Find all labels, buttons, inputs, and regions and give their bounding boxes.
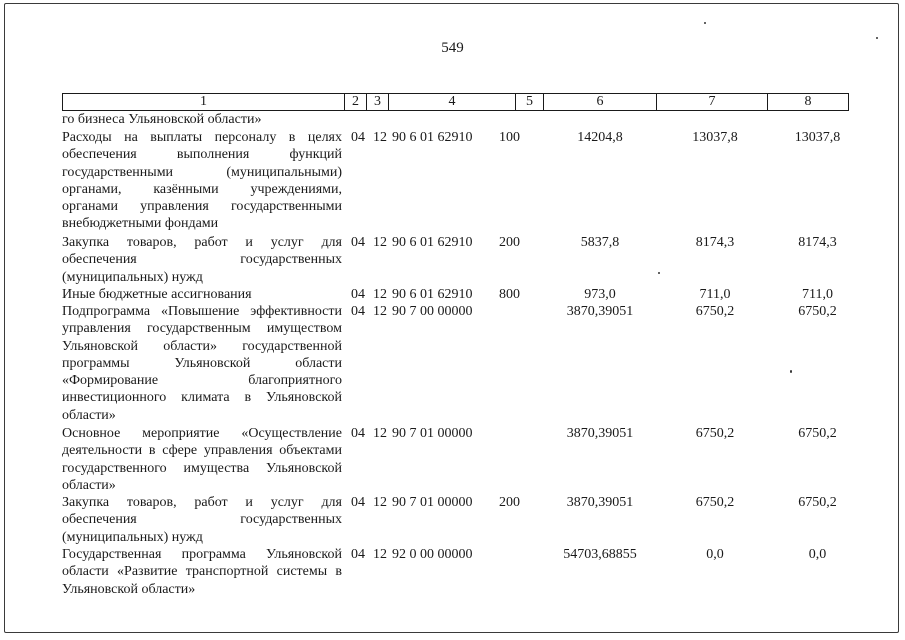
cell-target-code: 90 7 01 00000	[392, 426, 473, 441]
cell-amount-7: 6750,2	[695, 426, 735, 441]
cell-amount-8: 8174,3	[798, 235, 837, 250]
cell-target-code: 90 6 01 62910	[392, 130, 473, 145]
row-description: Основное мероприятие «Осуществление деятельности в сфере управления объектами государственного имущества Ульяновской области»	[62, 426, 342, 493]
header-cell-7: 7	[657, 94, 768, 110]
cell-amount-8: 6750,2	[798, 426, 837, 441]
cell-amount-6: 3870,39051	[566, 426, 634, 441]
cell-target-code: 92 0 00 00000	[392, 547, 473, 562]
cell-expense-type: 200	[499, 235, 520, 250]
cell-amount-8: 0,0	[808, 547, 827, 562]
cell-amount-6: 3870,39051	[566, 304, 634, 319]
scan-speck	[658, 272, 660, 274]
row-description: Закупка товаров, работ и услуг для обеспечения государственных (муниципальных) нужд	[62, 495, 342, 545]
row-description: Закупка товаров, работ и услуг для обеспечения государственных (муниципальных) нужд	[62, 235, 342, 285]
cell-section: 04	[351, 547, 365, 562]
cell-expense-type: 200	[499, 495, 520, 510]
cell-section: 04	[351, 495, 365, 510]
scan-speck	[704, 22, 706, 24]
cell-subsection: 12	[373, 495, 387, 510]
cell-target-code: 90 7 01 00000	[392, 495, 473, 510]
cell-amount-7: 0,0	[706, 547, 724, 562]
cell-section: 04	[351, 287, 365, 302]
scan-speck	[876, 37, 878, 39]
cell-target-code: 90 6 01 62910	[392, 235, 473, 250]
cell-amount-6: 3870,39051	[566, 495, 634, 510]
header-cell-2: 2	[345, 94, 367, 110]
cell-amount-7: 6750,2	[695, 495, 735, 510]
row-description: Государственная программа Ульяновской области «Развитие транспортной системы в Ульяновской области»	[62, 547, 342, 597]
continuation-text: го бизнеса Ульяновской области»	[62, 112, 262, 127]
cell-subsection: 12	[373, 130, 387, 145]
row-description: Подпрограмма «Повышение эффективности управления государственным имуществом Ульяновской области» государственной программы Ульяновской области «Формирование благоприятного инвестиционного климата в Ульяновской области»	[62, 304, 342, 423]
cell-target-code: 90 7 00 00000	[392, 304, 473, 319]
row-description: Иные бюджетные ассигнования	[62, 287, 252, 302]
cell-section: 04	[351, 130, 365, 145]
cell-section: 04	[351, 304, 365, 319]
cell-expense-type: 800	[499, 287, 520, 302]
cell-amount-7: 13037,8	[692, 130, 738, 145]
cell-expense-type: 100	[499, 130, 520, 145]
cell-amount-7: 711,0	[699, 287, 731, 302]
cell-amount-8: 13037,8	[794, 130, 841, 145]
cell-target-code: 90 6 01 62910	[392, 287, 473, 302]
cell-amount-6: 54703,68855	[563, 547, 637, 562]
header-cell-8: 8	[804, 94, 812, 109]
header-cell-3: 3	[367, 94, 389, 110]
cell-subsection: 12	[373, 304, 387, 319]
cell-subsection: 12	[373, 426, 387, 441]
cell-subsection: 12	[373, 287, 387, 302]
cell-subsection: 12	[373, 547, 387, 562]
cell-amount-7: 6750,2	[695, 304, 735, 319]
header-cell-5: 5	[516, 94, 544, 110]
cell-amount-6: 973,0	[584, 287, 616, 302]
cell-amount-8: 6750,2	[798, 495, 837, 510]
scan-speck	[790, 370, 792, 373]
cell-amount-8: 711,0	[802, 287, 833, 302]
cell-amount-7: 8174,3	[695, 235, 735, 250]
row-description: Расходы на выплаты персоналу в целях обеспечения выполнения функций государственными (муниципальными) органами, казёнными учреждениями, органами управления государственными внебюджетными фондами	[62, 130, 342, 232]
cell-subsection: 12	[373, 235, 387, 250]
cell-section: 04	[351, 235, 365, 250]
header-cell-1: 1	[63, 94, 345, 110]
header-cell-6: 6	[544, 94, 657, 110]
cell-amount-6: 14204,8	[577, 130, 623, 145]
table-header	[62, 93, 849, 111]
cell-section: 04	[351, 426, 365, 441]
cell-amount-6: 5837,8	[580, 235, 620, 250]
cell-amount-8: 6750,2	[798, 304, 837, 319]
header-cell-4: 4	[389, 94, 516, 110]
page-number: 549	[441, 40, 464, 56]
